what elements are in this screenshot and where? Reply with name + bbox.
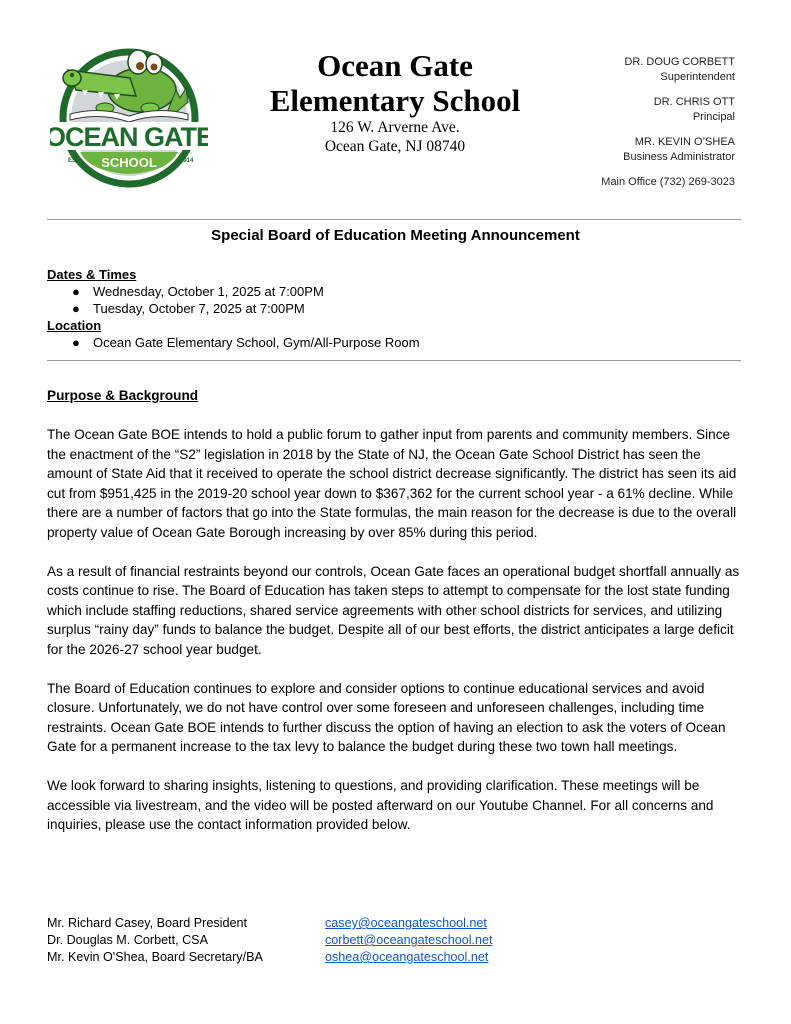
bullet-icon: ● <box>72 284 80 299</box>
svg-text:SCHOOL: SCHOOL <box>101 155 157 170</box>
purpose-heading: Purpose & Background <box>47 388 199 403</box>
staff-name: DR. DOUG CORBETT <box>624 56 735 68</box>
contact-row <box>47 915 493 932</box>
alligator-mascot-icon <box>50 40 208 188</box>
contact-name: Mr. Kevin O'Shea, Board Secretary/BA <box>47 950 263 964</box>
contact-row <box>47 932 493 949</box>
svg-text:OCEAN GATE: OCEAN GATE <box>50 122 208 152</box>
contact-list <box>47 915 493 966</box>
paragraph-1: The Ocean Gate BOE intends to hold a public forum to gather input from parents and community members. Since the enactment of the “S2” legislation in 2018 by the State of NJ, the Ocean Gate School District has seen the amount of State Aid that it received to operate the school district decrease significantly. The district has seen its aid cut from $951,425 in the 2019-20 school year down to $367,362 for the current school year - a 61% decline. While there are a number of factors that go into the State formulas, the main reason for the decrease is due to the overall property value of Ocean Gate Borough increasing by over 85% during this period. <box>47 427 737 540</box>
dates-heading: Dates & Times <box>47 267 137 282</box>
staff-title: Business Administrator <box>623 150 735 163</box>
date-text: Wednesday, October 1, 2025 at 7:00PM <box>93 284 324 299</box>
svg-text:1914: 1914 <box>180 158 194 164</box>
address-line2: Ocean Gate, NJ 08740 <box>324 138 466 155</box>
location-list <box>47 334 420 351</box>
staff-superintendent <box>601 55 735 84</box>
staff-list <box>601 55 735 190</box>
contact-email-link[interactable]: corbett@oceangateschool.net <box>325 933 493 947</box>
contact-email-link[interactable]: oshea@oceangateschool.net <box>325 950 489 964</box>
divider-bottom <box>47 360 741 361</box>
purpose-section <box>47 386 747 854</box>
bullet-icon: ● <box>72 335 80 350</box>
location-text: Ocean Gate Elementary School, Gym/All-Purpose Room <box>93 335 420 350</box>
contact-email-link[interactable]: casey@oceangateschool.net <box>325 916 487 930</box>
school-name-line2: Elementary School <box>269 83 521 118</box>
date-item <box>47 283 420 300</box>
date-text: Tuesday, October 7, 2025 at 7:00PM <box>93 301 305 316</box>
school-logo <box>50 40 208 188</box>
contact-row <box>47 949 493 966</box>
address-line1: 126 W. Arverne Ave. <box>330 119 460 136</box>
meeting-info <box>47 266 420 351</box>
location-item <box>47 334 420 351</box>
school-name-line1: Ocean Gate <box>317 48 473 83</box>
paragraph-3: The Board of Education continues to explore and consider options to continue educational services and avoid closure. Unfortunately, we do not have control over some foreseen and unforeseen challenges, including time restraints. Ocean Gate BOE intends to further discuss the option of having an election to ask the voters of Ocean Gate for a permanent increase to the tax levy to balance the budget during these two town hall meetings. <box>47 680 726 754</box>
paragraph-2: As a result of financial restraints beyond our controls, Ocean Gate faces an operational budget shortfall annually as costs continue to rise. The Board of Education has taken steps to attempt to compensate for the lost state funding which include staffing reductions, shared service agreements with other school districts for services, and utilizing surplus “rainy day” funds to balance the budget. Despite all of our best efforts, the district anticipates a large deficit for the 2026-27 school year budget. <box>47 563 740 657</box>
staff-principal <box>601 95 735 124</box>
divider-top <box>47 219 741 220</box>
svg-text:EST.: EST. <box>68 158 81 164</box>
bullet-icon: ● <box>72 301 80 316</box>
staff-name: MR. KEVIN O’SHEA <box>634 136 735 148</box>
staff-name: DR. CHRIS OTT <box>653 96 735 108</box>
date-item <box>47 300 420 317</box>
staff-business-administrator <box>601 135 735 164</box>
main-office-phone: Main Office (732) 269-3023 <box>601 176 735 188</box>
location-heading: Location <box>47 318 102 333</box>
dates-list <box>47 283 420 317</box>
staff-title: Superintendent <box>660 70 735 83</box>
staff-title: Principal <box>692 110 735 123</box>
paragraph-4: We look forward to sharing insights, listening to questions, and providing clarification. These meetings will be accessible via livestream, and the video will be posted afterward on our Youtube Channel. For all concerns and inquiries, please use the contact information provided below. <box>47 778 714 832</box>
contact-name: Mr. Richard Casey, Board President <box>47 916 247 930</box>
announcement-title: Special Board of Education Meeting Announcement <box>211 227 580 244</box>
contact-name: Dr. Douglas M. Corbett, CSA <box>47 933 208 947</box>
school-header <box>245 48 545 156</box>
